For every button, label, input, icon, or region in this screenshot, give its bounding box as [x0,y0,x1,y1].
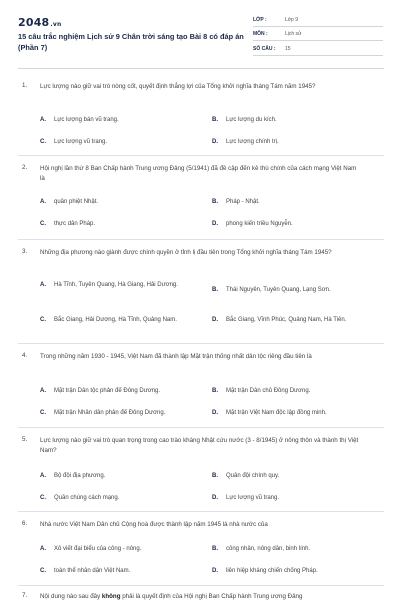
option-a[interactable]: A. Hà Tĩnh, Tuyên Quang, Hà Giang, Hải Dương. [40,282,178,288]
option-d[interactable]: D. Mặt trận Việt Nam độc lập đồng minh. [212,410,327,416]
divider [18,239,384,240]
option-d[interactable]: D. liên hiệp kháng chiến chống Pháp. [212,568,318,574]
meta-info [253,14,383,58]
option-b[interactable]: B. Thái Nguyên, Tuyên Quang, Lạng Sơn. [212,287,331,293]
option-b[interactable]: B. Lực lượng du kích. [212,117,277,123]
option-c[interactable]: C. Lực lượng vũ trang. [40,139,107,145]
question-text: Nhà nước Việt Nam Dân chủ Cộng hoà được thành lập năm 1945 là nhà nước của [40,521,268,528]
option-c[interactable]: C. Quần chúng cách mạng. [40,495,120,501]
question-text: Những địa phương nào giành được chính quyền ở tỉnh lị đầu tiên trong Tổng khởi nghĩa tháng Tám 1945? [40,249,332,256]
option-a[interactable]: A. Lực lượng bán vũ trang. [40,117,119,123]
option-d[interactable]: D. Lực lượng vũ trang. [212,495,279,501]
option-c[interactable]: C. toàn thể nhân dân Việt Nam. [40,568,131,574]
option-a[interactable]: A. Xô viết đại biểu của công - nông. [40,546,142,552]
option-b[interactable]: B. công nhân, nông dân, binh lính. [212,546,311,552]
question-text: Lực lượng nào giữ vai trò nòng cốt, quyết định thắng lợi của Tổng khởi nghĩa tháng Tám năm 1945? [40,83,316,90]
question-text: Hội nghị lần thứ 8 Ban Chấp hành Trung ương Đảng (5/1941) đã đề cập đến kẻ thù chính của cách mạng Việt Nam là [40,165,357,182]
divider [18,343,384,344]
meta-row-subject: MÔN : Lịch sử [253,29,383,42]
option-d[interactable]: D. Lực lượng chính trị. [212,139,279,145]
option-a[interactable]: A. Mặt trận Dân tộc phản đế Đông Dương. [40,388,161,394]
question-text: Lực lượng nào giữ vai trò quan trọng trong cao trào kháng Nhật cứu nước (3 - 8/1945) ở nông thôn và thành thị Việt Nam? [40,437,359,454]
meta-row-class: LỚP : Lớp 9 [253,14,383,27]
site-logo[interactable]: 2048.vn [18,16,62,29]
option-c[interactable]: C. thực dân Pháp. [40,221,96,227]
divider [18,585,384,586]
divider [18,511,384,512]
divider [18,155,384,156]
page-header [0,0,400,62]
option-c[interactable]: C. Mặt trận Nhân dân phản đế Đông Dương. [40,410,166,416]
option-d[interactable]: D. Bắc Giang, Vĩnh Phúc, Quảng Nam, Hà Tiên. [212,317,347,323]
header-divider [18,68,384,69]
question-text: Trong những năm 1930 - 1945, Việt Nam đã thành lập Mặt trận thống nhất dân tộc riêng đầu tiên là [40,353,312,360]
question-text: Nội dung nào sau đây không phải là quyết định của Hội nghị Ban Chấp hành Trung ương Đảng [40,593,303,600]
option-b[interactable]: B. Pháp - Nhật. [212,199,260,205]
option-a[interactable]: A. quân phiệt Nhật. [40,199,99,205]
page-title: 15 câu trắc nghiệm Lịch sử 9 Chân trời sáng tạo Bài 8 có đáp án (Phần 7) [18,32,244,52]
divider [18,427,384,428]
option-b[interactable]: B. Mặt trận Dân chủ Đông Dương. [212,388,311,394]
option-a[interactable]: A. Bộ đội địa phương. [40,473,106,479]
option-c[interactable]: C. Bắc Giang, Hải Dương, Hà Tĩnh, Quảng Nam. [40,317,177,323]
option-b[interactable]: B. Quân đội chính quy. [212,473,280,479]
option-d[interactable]: D. phong kiến triều Nguyễn. [212,221,293,227]
meta-row-count: SỐ CÂU : 15 [253,43,383,56]
